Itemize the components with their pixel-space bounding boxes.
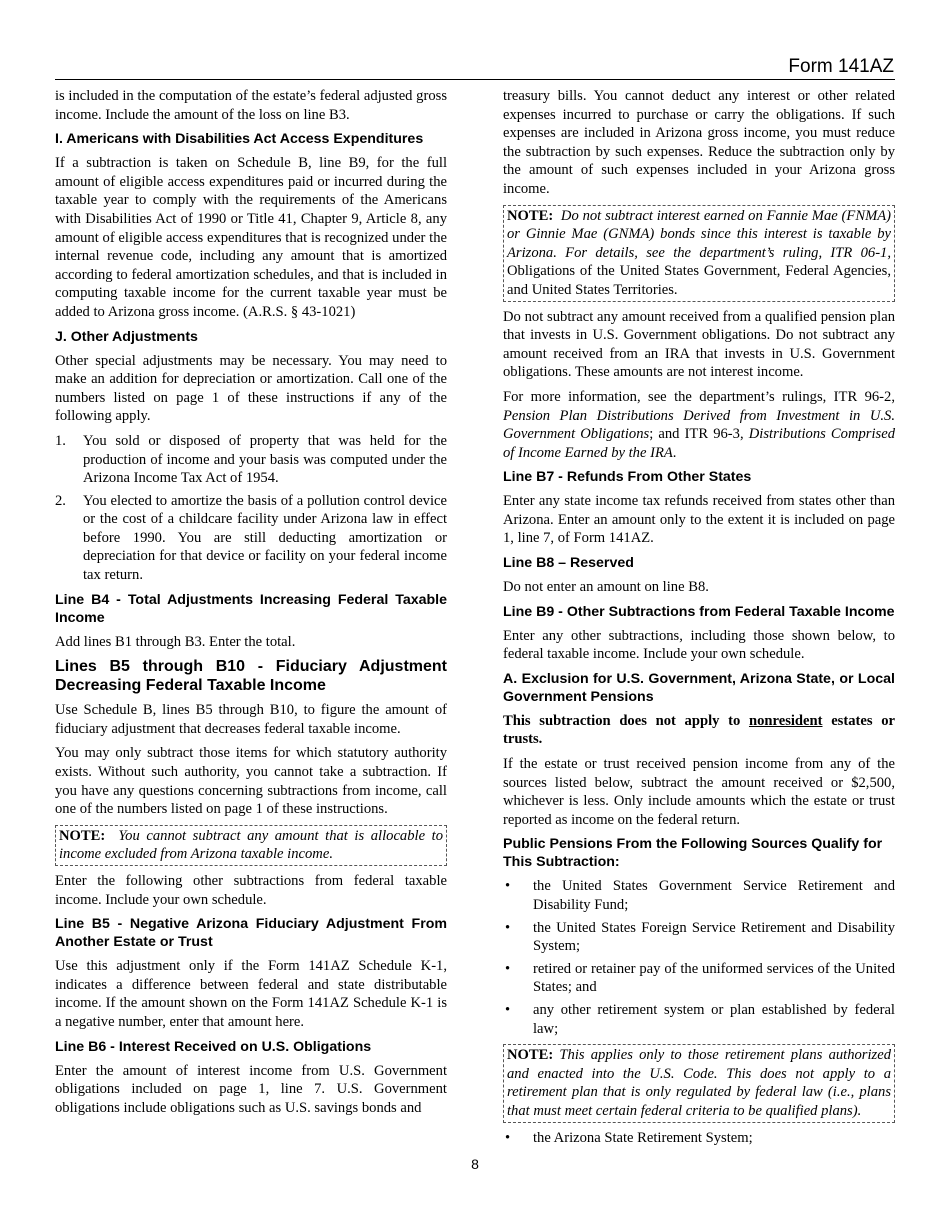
bullet-icon: • (505, 878, 511, 895)
paragraph-other-adjustments: Other special adjustments may be necessary. You may need to make an addition for depreciation or amortization. Call one of the numbers listed on page 1 of these instructions if any of the following apply. (55, 352, 447, 425)
list-item (503, 1129, 895, 1148)
note-label: NOTE: (507, 1047, 554, 1064)
list-text: any other retirement system or plan established by federal law; (533, 1001, 895, 1037)
paragraph-line-b8: Do not enter an amount on line B8. (503, 579, 709, 596)
note-box-allocable (55, 825, 447, 866)
list-item (55, 492, 447, 585)
heading-ada-expenditures: I. Americans with Disabilities Act Access Expenditures (55, 131, 424, 148)
list-item (503, 919, 895, 956)
bullet-icon: • (505, 1001, 511, 1018)
bullet-icon: • (505, 1129, 511, 1146)
paragraph-enter-subtractions: Enter the following other subtractions from federal taxable income. Include your own schedule. (55, 873, 447, 908)
heading-line-b9: Line B9 - Other Subtractions from Federal Taxable Income (503, 603, 895, 620)
list-item (503, 877, 895, 914)
paragraph-line-b6: Enter the amount of interest income from U.S. Government obligations included on page 1, line 7. U.S. Government obligations include obligations such as U.S. savings bonds and (55, 1062, 447, 1116)
text-segment: For more information, see the department’s rulings, ITR 96-2, (503, 388, 895, 405)
heading-line-b5: Line B5 - Negative Arizona Fiduciary Adjustment From Another Estate or Trust (55, 916, 447, 951)
heading-line-b8: Line B8 – Reserved (503, 555, 634, 572)
paragraph-b5-b10-schedule: Use Schedule B, lines B5 through B10, to figure the amount of fiduciary adjustment that decreases federal taxable income. (55, 702, 447, 737)
list-item (503, 1001, 895, 1038)
note-label: NOTE: (59, 827, 106, 844)
header-rule (55, 79, 895, 80)
form-title: Form 141AZ (788, 56, 894, 77)
ruling-title-itr-96-3: Distributions Comprised of Income Earned by the IRA (503, 426, 895, 461)
heading-other-adjustments: J. Other Adjustments (55, 328, 198, 345)
left-column (55, 87, 447, 1123)
list-text: You sold or disposed of property that was held for the production of income and your basis was computed under the Arizona Income Tax Act of 1954. (83, 432, 447, 487)
note-box-fnma (503, 205, 895, 302)
paragraph-ada: If a subtraction is taken on Schedule B, line B9, for the full amount of eligible access expenditures paid or incurred during the taxable year to comply with the requirements of the Americans with Disabilities Act of 1990 or Title 41, Chapter 9, Article 8, any amount of eligible access expenditures that is recognized under the internal revenue code, including any amount that is amortized according to federal amortization schedules, and that is included in computing taxable income for the current taxable year must be added to Arizona gross income. (A.R.S. § 43-1021) (55, 155, 447, 320)
list-text: the United States Foreign Service Retirement and Disability System; (533, 919, 895, 955)
text-segment: estates or trusts. (503, 712, 895, 748)
bullet-icon: • (505, 919, 511, 936)
list-text: retired or retainer pay of the uniformed services of the United States; and (533, 960, 895, 996)
heading-line-b7: Line B7 - Refunds From Other States (503, 469, 752, 486)
paragraph-treasury-continued: treasury bills. You cannot deduct any interest or other related expenses incurred to purchase or carry the obligations. If such expenses are included in Arizona gross income, you must reduce the subtraction by such expenses. Reduce the subtraction only by the amount of such expenses included in your Arizona gross income. (503, 88, 895, 197)
list-item (55, 432, 447, 488)
ruling-title-itr-96-2: Pension Plan Distributions Derived from Investment in U.S. Government Obligations (503, 407, 895, 443)
list-text: the United States Government Service Retirement and Disability Fund; (533, 878, 895, 913)
text-segment: ; and ITR 96-3, (649, 426, 744, 443)
bullet-list-continued (503, 1129, 895, 1148)
heading-line-b6: Line B6 - Interest Received on U.S. Obligations (55, 1038, 372, 1055)
paragraph-line-b4: Add lines B1 through B3. Enter the total. (55, 633, 296, 650)
paragraph-line-b7: Enter any state income tax refunds received from states other than Arizona. Enter an amount only to the extent it is included on page 1, line 7, of Form 141AZ. (503, 493, 895, 547)
underlined-word: nonresident (748, 712, 823, 729)
list-number: 1. (55, 432, 66, 449)
heading-lines-b5-b10: Lines B5 through B10 - Fiduciary Adjustment Decreasing Federal Taxable Income (55, 658, 447, 695)
paragraph-line-b9: Enter any other subtractions, including those shown below, to federal taxable income. Include your own schedule. (503, 627, 895, 663)
paragraph-pension-plan: Do not subtract any amount received from a qualified pension plan that invests in U.S. Government obligations. Do not subtract any amount received from an IRA that invests in U.S. Government obligations. These amounts are not interest income. (503, 308, 895, 381)
note-text: This applies only to those retirement plans authorized and enacted into the U.S. Code. This does not apply to a retirement plan that is only regulated by federal law (i.e., plans that must meet certain federal criteria to be qualified plans). (507, 1047, 891, 1119)
text-segment: This subtraction does not apply to (503, 712, 741, 729)
list-text: the Arizona State Retirement System; (533, 1129, 753, 1146)
paragraph-intro: is included in the computation of the estate’s federal adjusted gross income. Include the amount of the loss on line B3. (55, 88, 447, 123)
note-ruling-title: Obligations of the United States Government, Federal Agencies, and United States Territories. (507, 263, 891, 298)
list-item (503, 960, 895, 997)
note-text: You cannot subtract any amount that is allocable to income excluded from Arizona taxable income. (59, 827, 444, 863)
paragraph-b5-b10-authority: You may only subtract those items for which statutory authority exists. Without such authority, you cannot take a subtraction. If you have any questions concerning subtractions from income, call one of the numbers listed on page 1 of these instructions. (55, 745, 447, 818)
list-number: 2. (55, 492, 66, 509)
list-text: You elected to amortize the basis of a pollution control device or the cost of a childcare facility under Arizona law in effect before 1990. You are still deducting amortization or depreciation for that device or facility on your federal income tax return. (83, 492, 447, 584)
note-italic-text: Do not subtract interest earned on Fannie Mae (FNMA) or Ginnie Mae (GNMA) bonds since this interest is taxable by Arizona. For details, see the department’s ruling, ITR 06-1, (507, 207, 891, 261)
bullet-list (503, 877, 895, 1038)
paragraph-line-b5: Use this adjustment only if the Form 141AZ Schedule K-1, indicates a difference between federal and state distributable income. If the amount shown on the Form 141AZ Schedule K-1 is a negative number, enter that amount here. (55, 958, 447, 1030)
heading-line-b4: Line B4 - Total Adjustments Increasing Federal Taxable Income (55, 591, 447, 626)
note-label: NOTE: (507, 207, 554, 224)
heading-public-pensions: Public Pensions From the Following Sources Qualify for This Subtraction: (503, 836, 883, 871)
text-segment: . (672, 444, 677, 461)
heading-pension-exclusion: A. Exclusion for U.S. Government, Arizona State, or Local Government Pensions (503, 670, 895, 705)
numbered-list (55, 432, 447, 585)
paragraph-nonresident-notice (503, 712, 895, 749)
page-number: 8 (471, 1156, 479, 1172)
right-column (503, 87, 895, 1153)
paragraph-pension-income: If the estate or trust received pension income from any of the sources listed below, subtract the amount received or $2,500, whichever is less. Only include amounts which the estate or trust reported as income on the federal return. (503, 756, 895, 828)
bullet-icon: • (505, 960, 511, 977)
paragraph-more-info (503, 388, 895, 462)
note-box-retirement-plans (503, 1044, 895, 1122)
